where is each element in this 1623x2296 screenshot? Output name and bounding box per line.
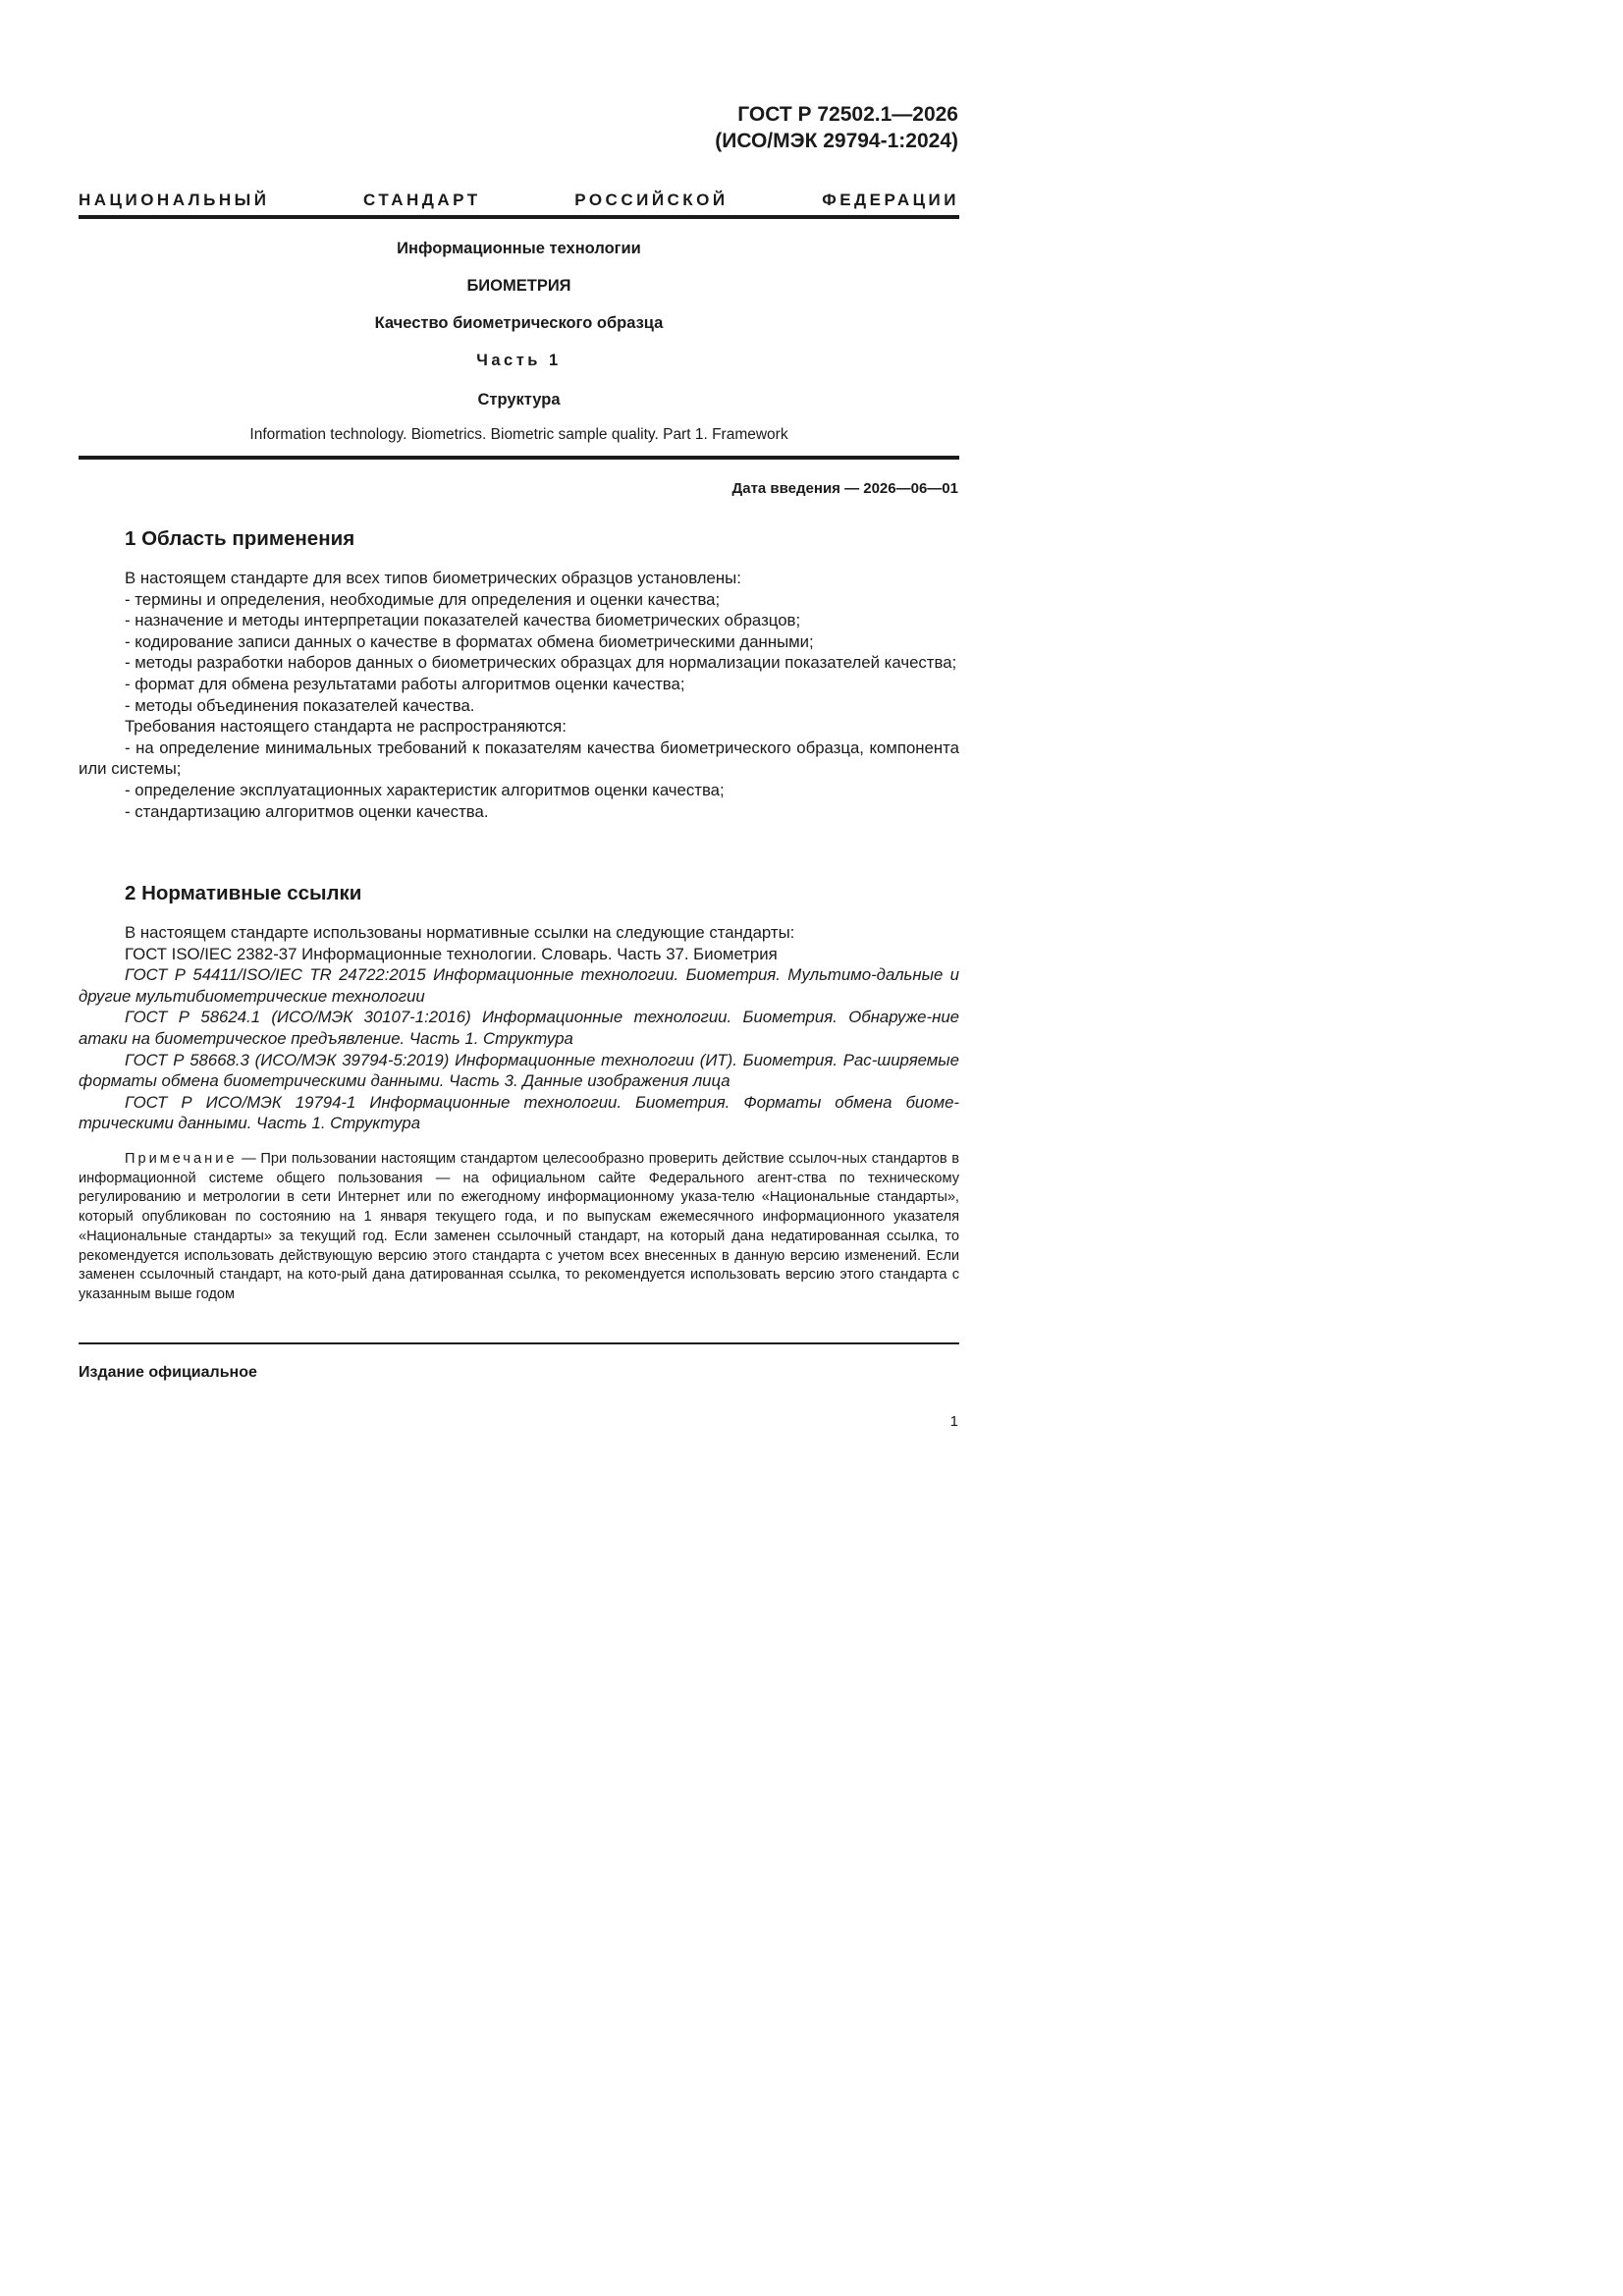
reference-item: ГОСТ Р 58668.3 (ИСО/МЭК 39794-5:2019) Информационные технологии (ИТ). Биометрия. Рас-ширяемые форматы обмена биометрическими данными. Часть 3. Данные изображения лица bbox=[79, 1050, 959, 1091]
section-1-body bbox=[79, 568, 959, 822]
reference-item: ГОСТ Р 58624.1 (ИСО/МЭК 30107-1:2016) Информационные технологии. Биометрия. Обнаруже-ние атаки на биометрическое предъявление. Часть 1. Структура bbox=[79, 1008, 959, 1048]
banner-word-3: РОССИЙСКОЙ bbox=[574, 191, 729, 209]
note-paragraph bbox=[79, 1150, 959, 1305]
reference-item: ГОСТ Р ИСО/МЭК 19794-1 Информационные технологии. Биометрия. Форматы обмена биоме-трическими данными. Часть 1. Структура bbox=[79, 1092, 959, 1133]
note-text: — При пользовании настоящим стандартом целесообразно проверить действие ссылоч-ных стандартов в информационной системе общего пользования — на официальном сайте Федерального агент-ства по техническому регулированию и метрологии в сети Интернет или по ежегодному информационному указа-телю «Национальные стандарты», который опубликован по состоянию на 1 января текущего года, и по выпускам ежемесячного информационного указателя «Национальные стандарты» за текущий год. Если заменен ссылочный стандарт, на который дана недатированная ссылка, то рекомендуется использовать действующую версию этого стандарта с учетом всех внесенных в данную версию изменений. Если заменен ссылочный стандарт, на кото-рый дана датированная ссылка, то рекомендуется использовать версию этого стандарта с указанным выше годом bbox=[79, 1151, 959, 1302]
national-standard-banner bbox=[79, 190, 959, 211]
section-1-heading: 1 Область применения bbox=[125, 527, 355, 550]
banner-word-4: ФЕДЕРАЦИИ bbox=[822, 191, 959, 209]
introduction-date: Дата введения — 2026—06—01 bbox=[731, 480, 958, 497]
list-item: - методы объединения показателей качества. bbox=[125, 695, 475, 715]
note-label: Примечание bbox=[125, 1151, 238, 1167]
reference-item: ГОСТ ISO/IEC 2382-37 Информационные технологии. Словарь. Часть 37. Биометрия bbox=[125, 944, 778, 963]
banner-rule bbox=[79, 215, 959, 219]
list-item: - кодирование записи данных о качестве в форматах обмена биометрическими данными; bbox=[125, 631, 814, 651]
reference-item: ГОСТ Р 54411/ISO/IEC TR 24722:2015 Информационные технологии. Биометрия. Мультимо-дальные и другие мультибиометрические технологии bbox=[79, 965, 959, 1006]
list-item: - определение эксплуатационных характеристик алгоритмов оценки качества; bbox=[125, 780, 725, 799]
english-title: Information technology. Biometrics. Biometric sample quality. Part 1. Framework bbox=[249, 426, 788, 443]
list-item: - термины и определения, необходимые для определения и оценки качества; bbox=[125, 589, 721, 609]
paragraph: В настоящем стандарте использованы нормативные ссылки на следующие стандарты: bbox=[125, 923, 795, 942]
banner-word-2: СТАНДАРТ bbox=[363, 191, 481, 209]
section-2-body bbox=[79, 922, 959, 1134]
list-item: - стандартизацию алгоритмов оценки качества. bbox=[125, 801, 489, 821]
list-item: - назначение и методы интерпретации показателей качества биометрических образцов; bbox=[125, 611, 801, 630]
paragraph: Требования настоящего стандарта не распространяются: bbox=[125, 717, 567, 737]
designation-line-2: (ИСО/МЭК 29794-1:2024) bbox=[715, 130, 958, 152]
title-line-3: Качество биометрического образца bbox=[374, 314, 664, 332]
section-2-heading: 2 Нормативные ссылки bbox=[125, 882, 362, 904]
footer-rule bbox=[79, 1342, 959, 1344]
list-item: - методы разработки наборов данных о биометрических образцах для нормализации показателей качества; bbox=[125, 653, 957, 673]
banner-word-1: НАЦИОНАЛЬНЫЙ bbox=[79, 191, 270, 209]
title-line-2: БИОМЕТРИЯ bbox=[466, 277, 571, 295]
title-line-5: Структура bbox=[477, 391, 561, 409]
designation-line-1: ГОСТ Р 72502.1—2026 bbox=[737, 103, 958, 126]
list-item: - формат для обмена результатами работы алгоритмов оценки качества; bbox=[125, 674, 685, 693]
list-item: - на определение минимальных требований к показателям качества биометрического образца, компонента или системы; bbox=[79, 738, 959, 779]
official-edition-label: Издание официальное bbox=[79, 1364, 257, 1381]
title-line-1: Информационные технологии bbox=[397, 240, 641, 257]
title-rule bbox=[79, 456, 959, 460]
title-part: Часть 1 bbox=[476, 352, 562, 369]
page-number: 1 bbox=[949, 1413, 958, 1430]
standard-designation bbox=[715, 101, 958, 154]
paragraph: В настоящем стандарте для всех типов биометрических образцов установлены: bbox=[125, 569, 741, 587]
note-block bbox=[79, 1150, 959, 1305]
